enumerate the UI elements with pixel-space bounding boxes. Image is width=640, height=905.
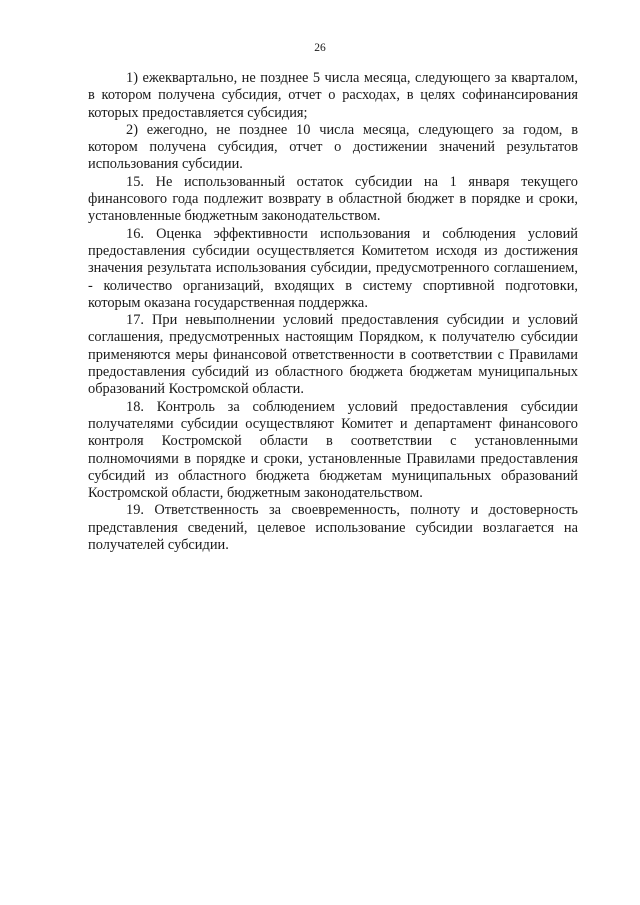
paragraph-19: 19. Ответственность за своевременность, полноту и достоверность представления сведений, целевое использование субсидии возлагается на получателей субсидии.	[88, 502, 578, 554]
paragraph-16: 16. Оценка эффективности использования и соблюдения условий предоставления субсидии осуществляется Комитетом исходя из достижения значения результата использования субсидии, предусмотренного соглашением, - количество организаций, входящих в систему спортивной подготовки, которым оказана государственная поддержка.	[88, 225, 578, 311]
paragraph-18: 18. Контроль за соблюдением условий предоставления субсидии получателями субсидии осуществляют Комитет и департамент финансового контроля Костромской области в соответствии с установленными полномочиями в порядке и сроки, установленные Правилами предоставления субсидий из областного бюджета бюджетам муниципальных образований Костромской области, бюджетным законодательством.	[88, 398, 578, 502]
paragraph-item-2: 2) ежегодно, не позднее 10 числа месяца, следующего за годом, в котором получена субсидия, отчет о достижении значений результатов использования субсидии.	[88, 121, 578, 173]
paragraph-17: 17. При невыполнении условий предоставления субсидии и условий соглашения, предусмотренных настоящим Порядком, к получателю субсидии применяются меры финансовой ответственности в соответствии с Правилами предоставления субсидий из областного бюджета бюджетам муниципальных образований Костромской области.	[88, 312, 578, 398]
paragraph-15: 15. Не использованный остаток субсидии на 1 января текущего финансового года подлежит возврату в областной бюджет в порядке и сроки, установленные бюджетным законодательством.	[88, 173, 578, 225]
page-number: 26	[314, 42, 326, 54]
paragraph-item-1: 1) ежеквартально, не позднее 5 числа месяца, следующего за кварталом, в котором получена субсидия, отчет о расходах, в целях софинансирования которых предоставляется субсидия;	[88, 70, 578, 121]
document-body	[88, 70, 578, 554]
